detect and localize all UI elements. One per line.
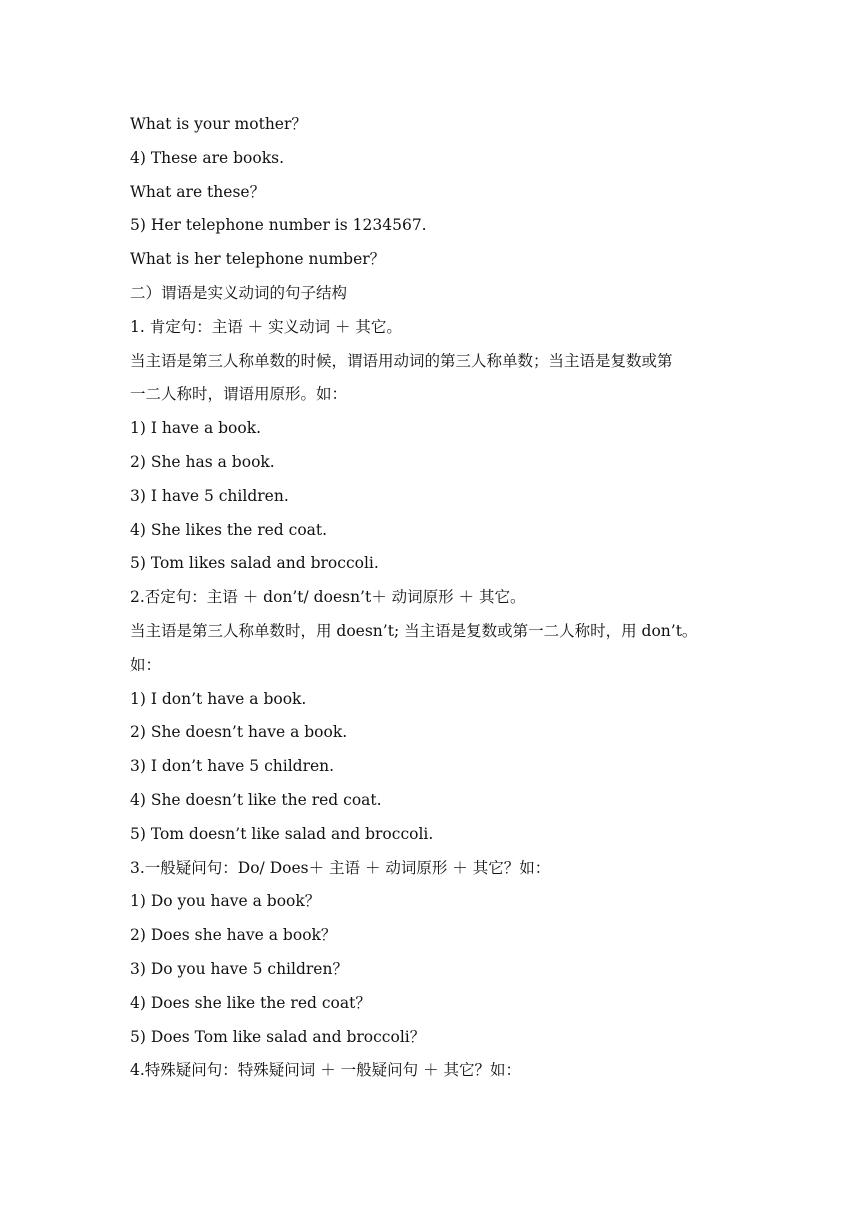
example-line: 4) Does she like the red coat？ xyxy=(130,993,371,1012)
document-page xyxy=(130,108,740,1088)
text-line: 4) These are books. xyxy=(130,148,284,167)
rule-heading: 2.否定句：主语 ＋ don’t/ doesn’t＋ 动词原形 ＋ 其它。 xyxy=(130,588,526,607)
rule-heading: 1. 肯定句：主语 ＋ 实义动词 ＋ 其它。 xyxy=(130,317,402,336)
example-line: 4) She likes the red coat. xyxy=(130,520,328,539)
text-line: 一二人称时，谓语用原形。如： xyxy=(130,385,348,404)
example-line: 3) I have 5 children. xyxy=(130,486,289,505)
text-line: What are these？ xyxy=(130,182,266,201)
example-line: 2) She doesn’t have a book. xyxy=(130,723,348,742)
example-line: 4) She doesn’t like the red coat. xyxy=(130,790,382,809)
text-line: 当主语是第三人称单数时，用 doesn’t; 当主语是复数或第一二人称时，用 don’t。 xyxy=(130,621,698,640)
section-heading: 二）谓语是实义动词的句子结构 xyxy=(130,283,348,302)
example-line: 1) Do you have a book？ xyxy=(130,892,321,911)
example-line: 2) She has a book. xyxy=(130,452,275,471)
example-line: 1) I don’t have a book. xyxy=(130,689,307,708)
example-line: 2) Does she have a book？ xyxy=(130,926,337,945)
text-line: What is her telephone number？ xyxy=(130,250,386,269)
example-line: 1) I have a book. xyxy=(130,419,262,438)
text-line: 当主语是第三人称单数的时候，谓语用动词的第三人称单数；当主语是复数或第 xyxy=(130,351,673,370)
text-line: 如： xyxy=(130,655,162,674)
text-line: 5) Her telephone number is 1234567. xyxy=(130,216,427,235)
text-line: What is your mother？ xyxy=(130,115,307,133)
example-line: 3) I don’t have 5 children. xyxy=(130,757,335,776)
example-line: 3) Do you have 5 children？ xyxy=(130,959,348,978)
example-line: 5) Tom doesn’t like salad and broccoli. xyxy=(130,824,434,843)
example-line: 5) Does Tom like salad and broccoli？ xyxy=(130,1027,426,1046)
example-line: 5) Tom likes salad and broccoli. xyxy=(130,554,379,573)
rule-heading: 4.特殊疑问句：特殊疑问词 ＋ 一般疑问句 ＋ 其它？如： xyxy=(130,1061,521,1080)
rule-heading: 3.一般疑问句：Do/ Does＋ 主语 ＋ 动词原形 ＋ 其它？如： xyxy=(130,858,551,877)
